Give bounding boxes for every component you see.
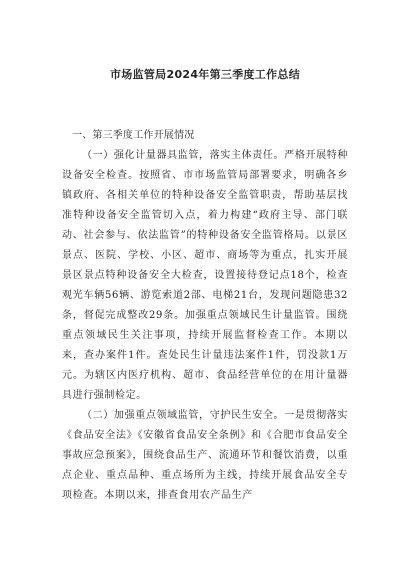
paragraph-1: （一）强化计量器具监管，落实主体责任。严格开展特种设备安全检查。按照省、市市场监管局部署要求，明确各乡镇政府、各相关单位的特种设备安全监管职责，帮助基层找准特种设备安全监管切入点，着力构建“政府主导、部门联动、社会参与、依法监管”的特种设备安全监管格局。以景区景点、医院、学校、小区、超市、商场等为重点，扎实开展景区景点特种设备安全大检查，设置接待登记点18个，检查观光车辆56辆、游览索道2部、电梯21台，发现问题隐患32条，督促完成整改29条。加强重点领域民生计量监管。围绕重点领域民生关注事项，持续开展监督检查工作。本期以来，查办案件1件。查处民生计量违法案件1件，罚没款1万元。为辖区内医疗机构、超市、食品经营单位的在用计量器具进行强制检定。 — [62, 150, 348, 401]
paragraph-2: （二）加强重点领域监管，守护民生安全。一是贯彻落实《食品安全法》《安徽省食品安全条例》和《合肥市食品安全事故应急预案》，围绕食品生产、流通环节和餐饮消费，以重点企业、重点品种、重点场所为主线，持续开展食品安全专项检查。本期以来，排查食用农产品生产 — [62, 410, 348, 501]
document-title: 市场监管局2024年第三季度工作总结 — [109, 68, 300, 81]
section-heading: 一、第三季度工作开展情况 — [72, 130, 195, 141]
